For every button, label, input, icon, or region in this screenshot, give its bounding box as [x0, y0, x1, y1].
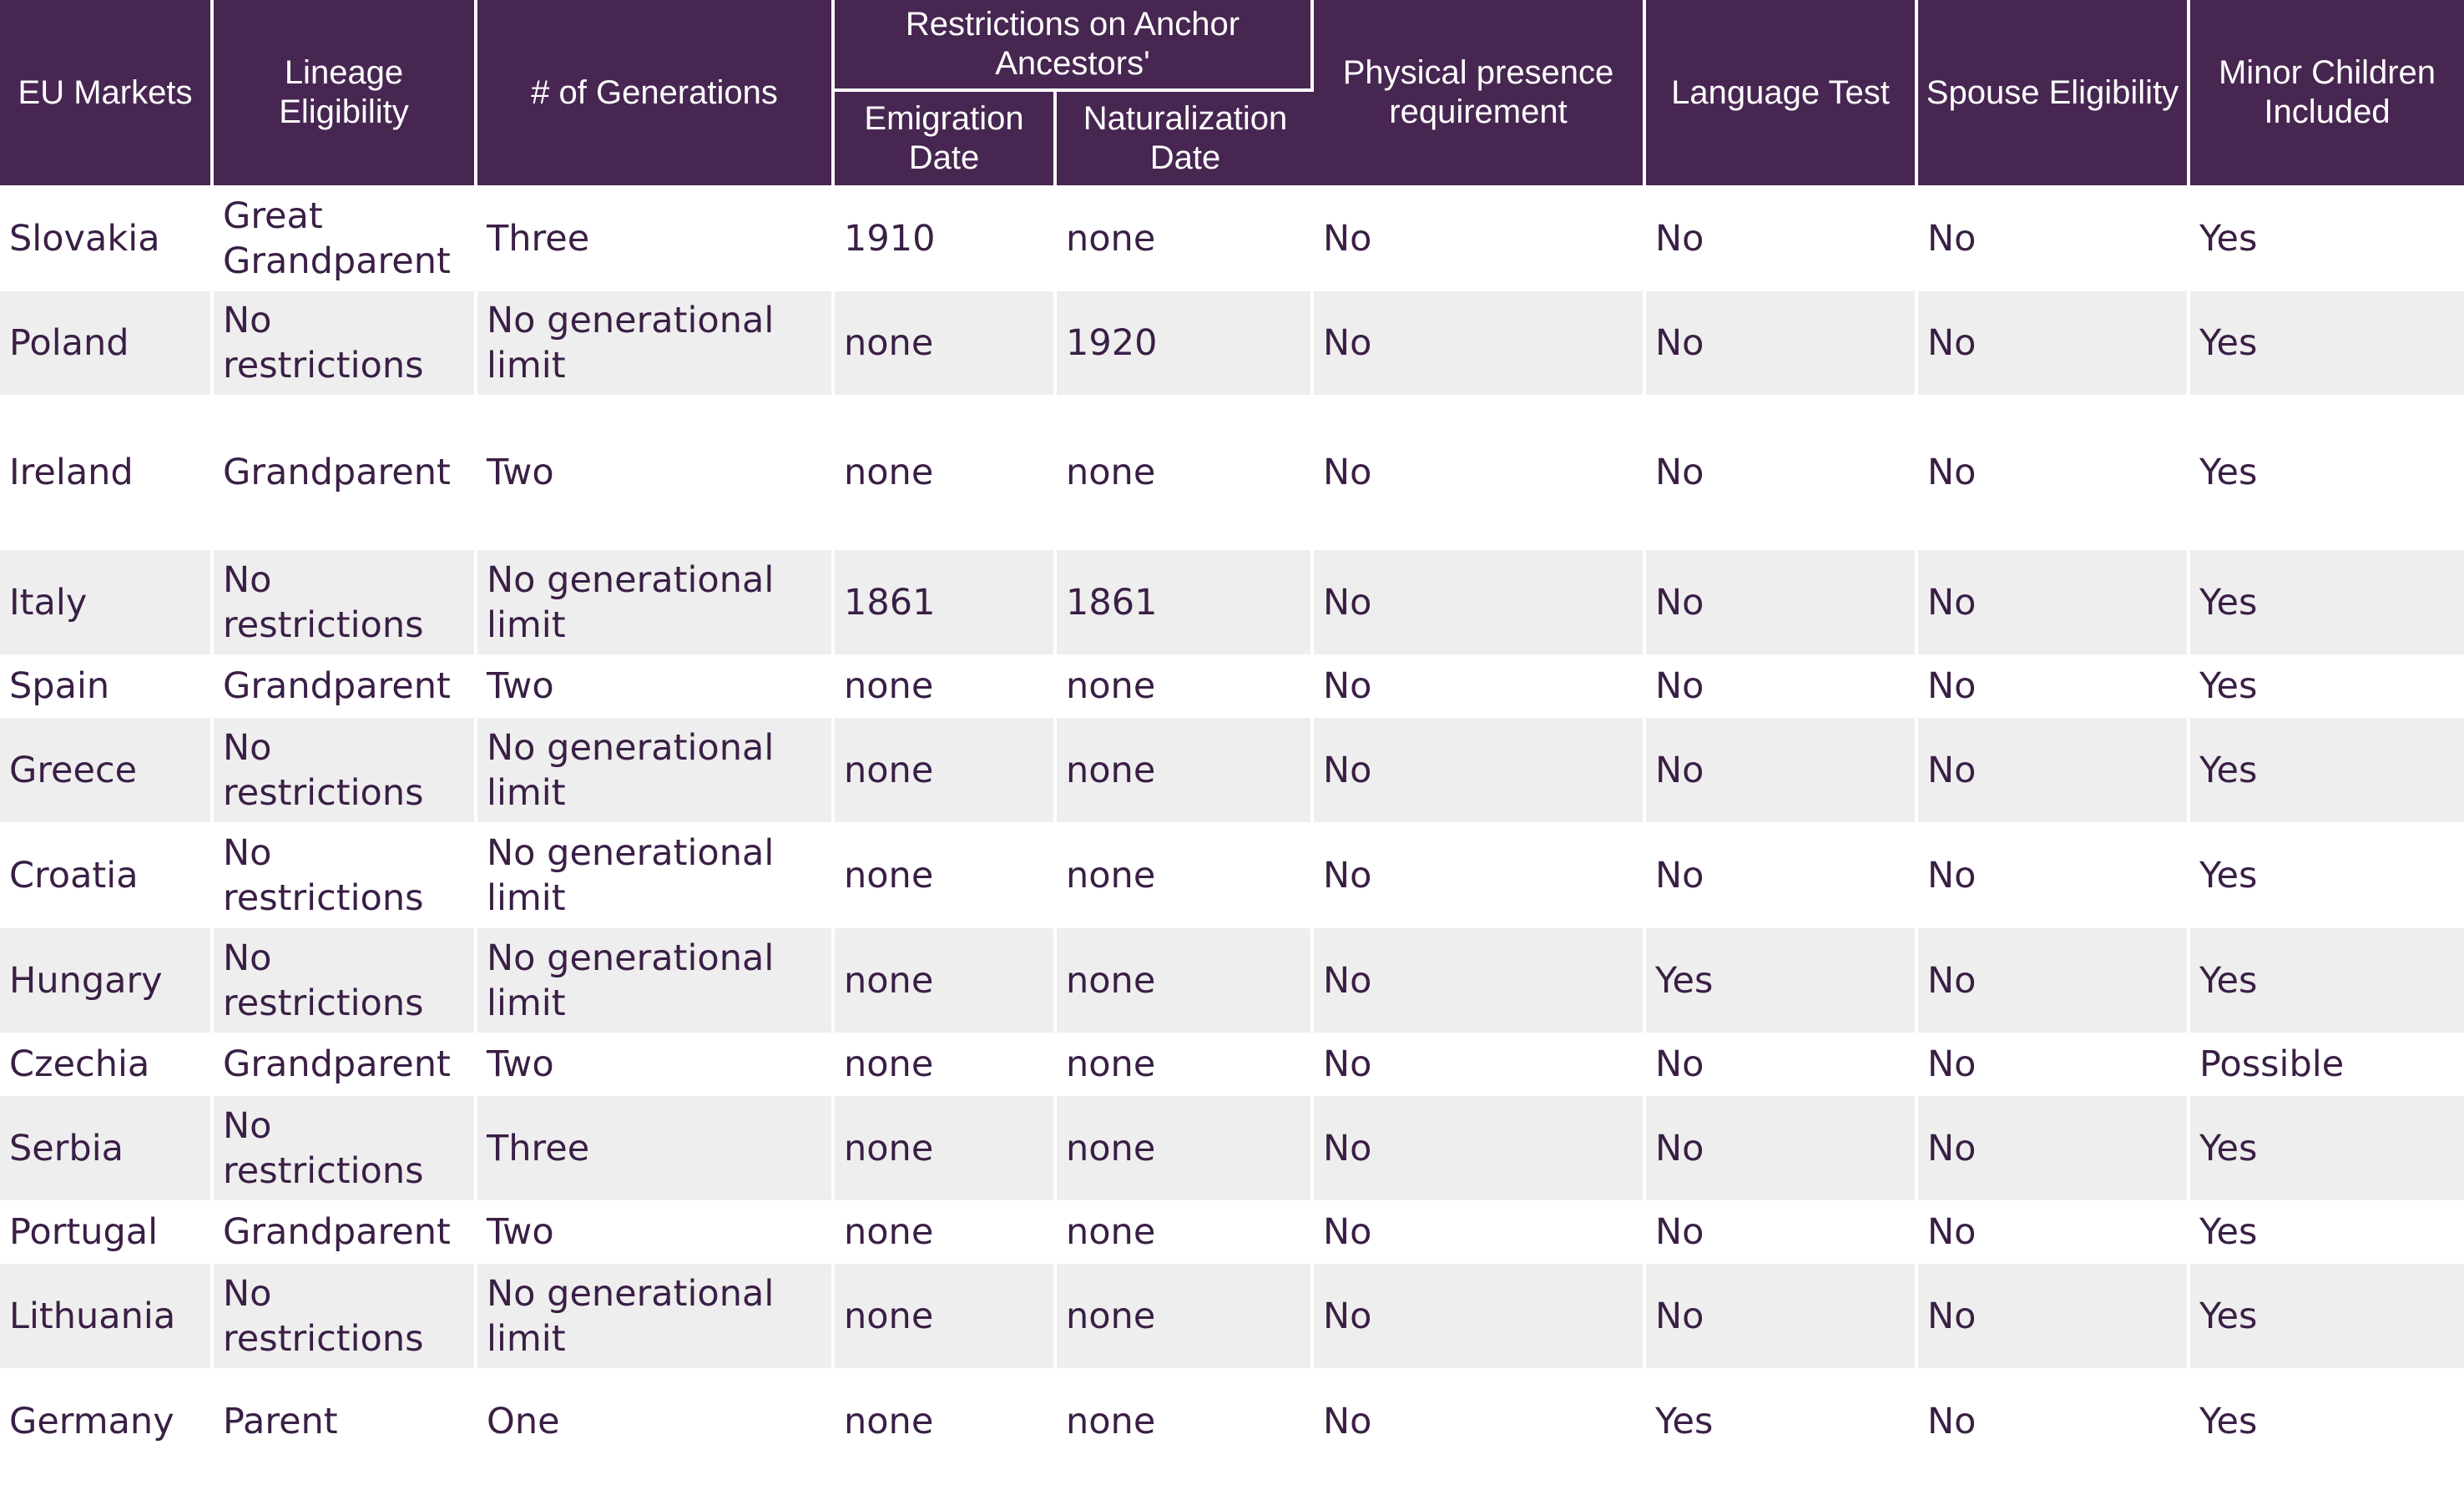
cell-generations: No generational limit: [477, 550, 835, 654]
cell-physical-presence: No: [1314, 1033, 1646, 1096]
cell-emigration-date: none: [835, 718, 1057, 822]
cell-generations: Two: [477, 1200, 835, 1264]
table-row: [0, 1264, 2464, 1368]
cell-lineage: No restrictions: [214, 550, 477, 654]
cell-emigration-date: 1910: [835, 185, 1057, 291]
cell-spouse-eligibility: No: [1918, 928, 2190, 1033]
cell-spouse-eligibility: No: [1918, 1033, 2190, 1096]
cell-naturalization-date: none: [1057, 395, 1314, 550]
header-physical-presence: Physical presence requirement: [1314, 0, 1646, 185]
cell-naturalization-date: none: [1057, 718, 1314, 822]
cell-market: Slovakia: [0, 185, 214, 291]
cell-generations: No generational limit: [477, 718, 835, 822]
header-eu-markets: EU Markets: [0, 0, 214, 185]
cell-minor-children: Yes: [2190, 185, 2464, 291]
cell-naturalization-date: none: [1057, 1033, 1314, 1096]
cell-language-test: No: [1646, 822, 1918, 928]
cell-spouse-eligibility: No: [1918, 1096, 2190, 1200]
cell-spouse-eligibility: No: [1918, 395, 2190, 550]
cell-lineage: Grandparent: [214, 1200, 477, 1264]
cell-minor-children: Yes: [2190, 822, 2464, 928]
cell-spouse-eligibility: No: [1918, 822, 2190, 928]
cell-spouse-eligibility: No: [1918, 1264, 2190, 1368]
header-language-test: Language Test: [1646, 0, 1918, 185]
cell-language-test: No: [1646, 550, 1918, 654]
cell-emigration-date: none: [835, 1200, 1057, 1264]
cell-lineage: No restrictions: [214, 291, 477, 395]
cell-minor-children: Yes: [2190, 1200, 2464, 1264]
cell-naturalization-date: none: [1057, 1096, 1314, 1200]
table-row: [0, 718, 2464, 822]
cell-language-test: No: [1646, 185, 1918, 291]
cell-spouse-eligibility: No: [1918, 185, 2190, 291]
table-row: [0, 1368, 2464, 1474]
table-row: [0, 550, 2464, 654]
cell-lineage: No restrictions: [214, 718, 477, 822]
table-row: [0, 822, 2464, 928]
cell-physical-presence: No: [1314, 1264, 1646, 1368]
cell-language-test: No: [1646, 1200, 1918, 1264]
cell-market: Spain: [0, 654, 214, 718]
cell-market: Czechia: [0, 1033, 214, 1096]
cell-naturalization-date: none: [1057, 185, 1314, 291]
cell-lineage: No restrictions: [214, 1096, 477, 1200]
cell-emigration-date: none: [835, 654, 1057, 718]
cell-minor-children: Yes: [2190, 718, 2464, 822]
cell-spouse-eligibility: No: [1918, 550, 2190, 654]
cell-physical-presence: No: [1314, 928, 1646, 1033]
cell-spouse-eligibility: No: [1918, 291, 2190, 395]
cell-market: Italy: [0, 550, 214, 654]
cell-spouse-eligibility: No: [1918, 718, 2190, 822]
cell-minor-children: Possible: [2190, 1033, 2464, 1096]
cell-market: Croatia: [0, 822, 214, 928]
cell-spouse-eligibility: No: [1918, 1368, 2190, 1474]
cell-market: Serbia: [0, 1096, 214, 1200]
cell-physical-presence: No: [1314, 718, 1646, 822]
cell-generations: Three: [477, 1096, 835, 1200]
cell-generations: No generational limit: [477, 1264, 835, 1368]
cell-market: Portugal: [0, 1200, 214, 1264]
cell-emigration-date: none: [835, 395, 1057, 550]
table-row: [0, 291, 2464, 395]
table-row: [0, 185, 2464, 291]
cell-market: Ireland: [0, 395, 214, 550]
cell-physical-presence: No: [1314, 185, 1646, 291]
cell-language-test: No: [1646, 1096, 1918, 1200]
table-body: [0, 185, 2464, 1474]
cell-naturalization-date: 1920: [1057, 291, 1314, 395]
cell-language-test: No: [1646, 654, 1918, 718]
cell-language-test: No: [1646, 395, 1918, 550]
cell-lineage: No restrictions: [214, 822, 477, 928]
cell-minor-children: Yes: [2190, 291, 2464, 395]
cell-minor-children: Yes: [2190, 550, 2464, 654]
cell-emigration-date: none: [835, 822, 1057, 928]
cell-generations: No generational limit: [477, 928, 835, 1033]
header-lineage-eligibility: Lineage Eligibility: [214, 0, 477, 185]
header-spouse-eligibility: Spouse Eligibility: [1918, 0, 2190, 185]
header-naturalization-date: Naturalization Date: [1057, 92, 1314, 185]
cell-emigration-date: none: [835, 1264, 1057, 1368]
cell-market: Hungary: [0, 928, 214, 1033]
cell-emigration-date: 1861: [835, 550, 1057, 654]
cell-language-test: Yes: [1646, 1368, 1918, 1474]
cell-physical-presence: No: [1314, 822, 1646, 928]
cell-physical-presence: No: [1314, 395, 1646, 550]
cell-language-test: No: [1646, 1033, 1918, 1096]
table-row: [0, 395, 2464, 550]
cell-market: Poland: [0, 291, 214, 395]
cell-generations: Three: [477, 185, 835, 291]
cell-naturalization-date: none: [1057, 654, 1314, 718]
cell-emigration-date: none: [835, 1368, 1057, 1474]
cell-emigration-date: none: [835, 928, 1057, 1033]
table-row: [0, 1033, 2464, 1096]
cell-lineage: Grandparent: [214, 654, 477, 718]
cell-physical-presence: No: [1314, 654, 1646, 718]
cell-generations: Two: [477, 1033, 835, 1096]
cell-generations: Two: [477, 395, 835, 550]
cell-physical-presence: No: [1314, 1096, 1646, 1200]
table-row: [0, 1200, 2464, 1264]
cell-minor-children: Yes: [2190, 654, 2464, 718]
cell-generations: One: [477, 1368, 835, 1474]
header-emigration-date: Emigration Date: [835, 92, 1057, 185]
cell-language-test: No: [1646, 1264, 1918, 1368]
cell-emigration-date: none: [835, 291, 1057, 395]
cell-lineage: Grandparent: [214, 395, 477, 550]
cell-lineage: No restrictions: [214, 1264, 477, 1368]
cell-generations: Two: [477, 654, 835, 718]
cell-spouse-eligibility: No: [1918, 1200, 2190, 1264]
cell-emigration-date: none: [835, 1033, 1057, 1096]
table-row: [0, 928, 2464, 1033]
cell-physical-presence: No: [1314, 1200, 1646, 1264]
cell-market: Greece: [0, 718, 214, 822]
cell-naturalization-date: 1861: [1057, 550, 1314, 654]
cell-emigration-date: none: [835, 1096, 1057, 1200]
cell-naturalization-date: none: [1057, 1368, 1314, 1474]
cell-naturalization-date: none: [1057, 1264, 1314, 1368]
cell-language-test: Yes: [1646, 928, 1918, 1033]
header-generations: # of Generations: [477, 0, 835, 185]
cell-naturalization-date: none: [1057, 1200, 1314, 1264]
cell-physical-presence: No: [1314, 291, 1646, 395]
cell-market: Germany: [0, 1368, 214, 1474]
cell-market: Lithuania: [0, 1264, 214, 1368]
cell-spouse-eligibility: No: [1918, 654, 2190, 718]
cell-naturalization-date: none: [1057, 928, 1314, 1033]
cell-lineage: Parent: [214, 1368, 477, 1474]
cell-lineage: Great Grandparent: [214, 185, 477, 291]
table-header: [0, 0, 2464, 185]
cell-physical-presence: No: [1314, 1368, 1646, 1474]
cell-minor-children: Yes: [2190, 928, 2464, 1033]
table-row: [0, 654, 2464, 718]
cell-generations: No generational limit: [477, 822, 835, 928]
cell-language-test: No: [1646, 718, 1918, 822]
header-anchor-restrictions: Restrictions on Anchor Ancestors': [835, 0, 1314, 92]
table-row: [0, 1096, 2464, 1200]
cell-minor-children: Yes: [2190, 395, 2464, 550]
header-minor-children: Minor Children Included: [2190, 0, 2464, 185]
cell-generations: No generational limit: [477, 291, 835, 395]
cell-minor-children: Yes: [2190, 1096, 2464, 1200]
cell-language-test: No: [1646, 291, 1918, 395]
cell-physical-presence: No: [1314, 550, 1646, 654]
cell-lineage: Grandparent: [214, 1033, 477, 1096]
cell-minor-children: Yes: [2190, 1368, 2464, 1474]
cell-naturalization-date: none: [1057, 822, 1314, 928]
cell-minor-children: Yes: [2190, 1264, 2464, 1368]
cell-lineage: No restrictions: [214, 928, 477, 1033]
